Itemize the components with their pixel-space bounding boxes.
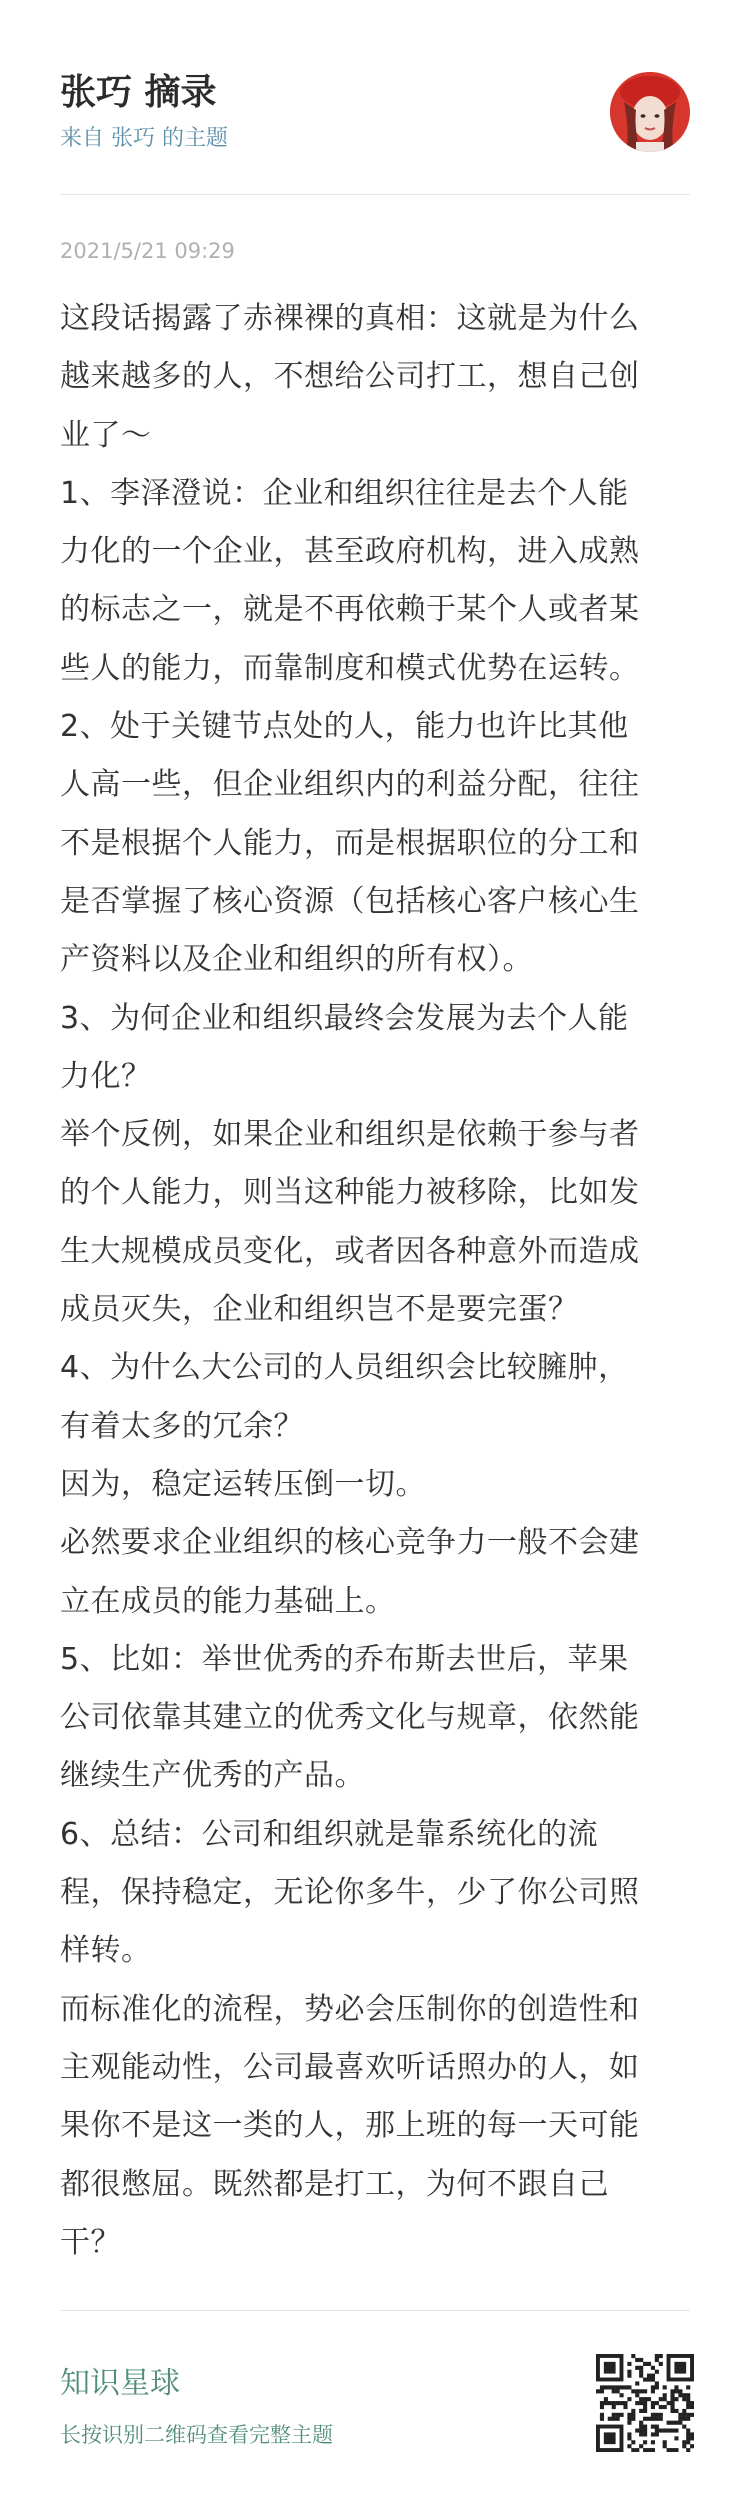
body-text-line: 因为，稳定运转压倒一切。 (60, 1466, 426, 1502)
body-text-line: 生大规模成员变化，或者因各种意外而造成 (60, 1233, 640, 1269)
body-text-line: 这段话揭露了赤裸裸的真相：这就是为什么 (60, 301, 640, 336)
post-date: 2021/5/21 09:29 (60, 239, 235, 263)
post-body (60, 290, 690, 2272)
post-header (60, 68, 690, 168)
body-text-line: 些人的能力，而靠制度和模式优势在运转。 (60, 650, 640, 686)
page-title: 张巧 摘录 (60, 72, 217, 113)
body-text-line: 越来越多的人，不想给公司打工，想自己创 (60, 359, 640, 395)
body-text-line: 果你不是这一类的人，那上班的每一天可能 (60, 2108, 640, 2144)
body-text-line: 成员灭失，企业和组织岂不是要完蛋？ (60, 1292, 579, 1328)
body-text-line: 干？ (60, 2224, 121, 2260)
body-text-line: 而标准化的流程，势必会压制你的创造性和 (60, 1991, 640, 2027)
body-text-line: 样转。 (60, 1933, 152, 1969)
body-text-line: 的标志之一，就是不再依赖于某个人或者某 (60, 592, 640, 628)
header-divider (60, 194, 690, 195)
qr-hint-text: 长按识别二维码查看完整主题 (60, 2423, 333, 2447)
footer-divider (60, 2310, 690, 2311)
body-text-line: 必然要求企业组织的核心竞争力一般不会建 (60, 1525, 640, 1561)
body-text-line: 5、比如：举世优秀的乔布斯去世后，苹果 (60, 1641, 629, 1677)
topic-source-link[interactable]: 来自 张巧 的主题 (60, 126, 228, 151)
body-text-line: 主观能动性，公司最喜欢听话照办的人，如 (60, 2049, 640, 2085)
body-text-line: 1、李泽澄说：企业和组织往往是去个人能 (60, 475, 629, 511)
body-text-line: 4、为什么大公司的人员组织会比较臃肿， (60, 1350, 629, 1386)
body-text-line: 都很憋屈。既然都是打工，为何不跟自己 (60, 2166, 609, 2202)
avatar[interactable] (610, 72, 690, 152)
body-text-line: 立在成员的能力基础上。 (60, 1583, 396, 1619)
body-text-line: 不是根据个人能力，而是根据职位的分工和 (60, 825, 640, 861)
body-text-line: 产资料以及企业和组织的所有权）。 (60, 942, 533, 978)
body-text-line: 2、处于关键节点处的人，能力也许比其他 (60, 709, 629, 745)
avatar-portrait-icon (610, 72, 690, 152)
body-text-line: 继续生产优秀的产品。 (60, 1758, 365, 1794)
body-text-line: 力化的一个企业，甚至政府机构，进入成熟 (60, 534, 640, 570)
body-text-line: 力化？ (60, 1058, 152, 1094)
body-text-line: 举个反例，如果企业和组织是依赖于参与者 (60, 1117, 640, 1153)
brand-name: 知识星球 (60, 2366, 180, 2401)
body-text-line: 程，保持稳定，无论你多牛，少了你公司照 (60, 1875, 640, 1911)
body-text-line: 6、总结：公司和组织就是靠系统化的流 (60, 1816, 599, 1852)
body-text-line: 的个人能力，则当这种能力被移除，比如发 (60, 1175, 640, 1211)
body-text-line: 是否掌握了核心资源（包括核心客户核心生 (60, 883, 640, 919)
body-text-line: 有着太多的冗余？ (60, 1408, 304, 1444)
body-text-line: 人高一些，但企业组织内的利益分配，往往 (60, 767, 640, 803)
body-text-line: 3、为何企业和组织最终会发展为去个人能 (60, 1000, 629, 1036)
body-text-line: 公司依靠其建立的优秀文化与规章，依然能 (60, 1700, 640, 1736)
qr-code-icon[interactable] (596, 2354, 694, 2452)
body-text-line: 业了～ (60, 417, 152, 453)
